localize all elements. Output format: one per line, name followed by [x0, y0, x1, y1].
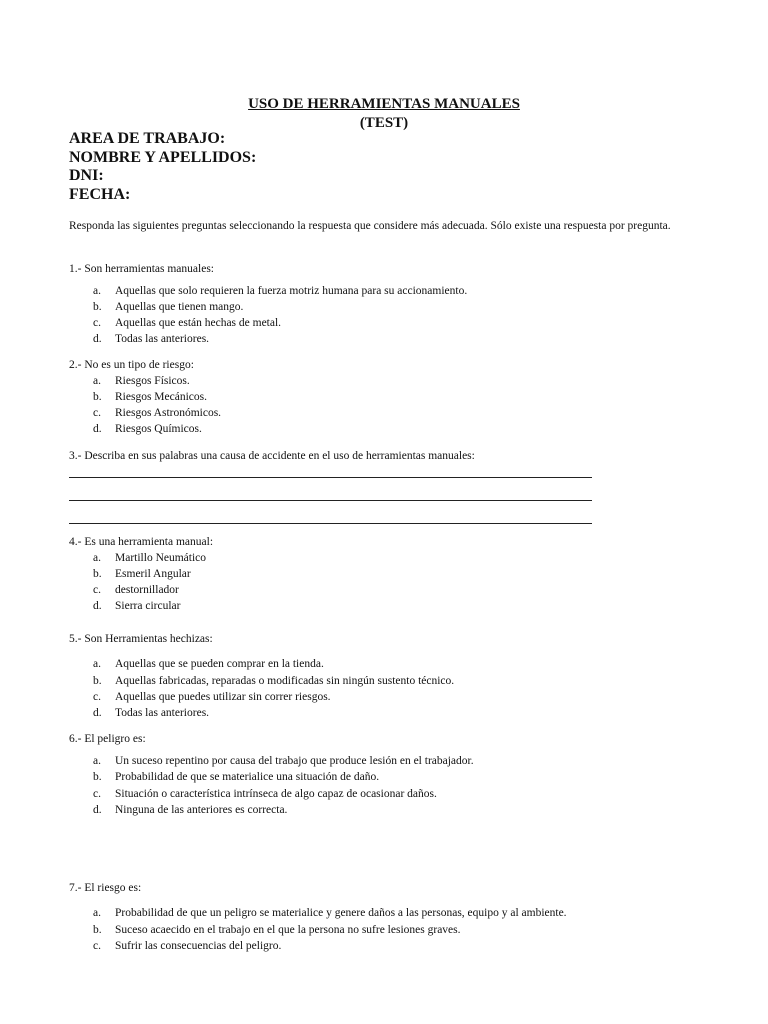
question-5: 5.- Son Herramientas hechizas: [69, 633, 213, 645]
field-fecha: FECHA: [69, 185, 131, 203]
question-4: 4.- Es una herramienta manual: [69, 536, 214, 548]
answer-line [69, 523, 592, 524]
test-page: USO DE HERRAMIENTAS MANUALES (TEST) AREA DE TRABAJO: NOMBRE Y APELLIDOS: DNI: FECHA: Responda las siguientes preguntas seleccionando la respuesta que considere más adecuada. Sólo existe una respuesta por pregunta. 1.- Son herramientas manuales: a. Aquellas que solo requieren la fuerza motriz humana para su accionamiento. b. Aquellas que tienen mango. c. Aquellas que están hechas de metal. d. Todas las anteriores. 2.- No es un tipo de riesgo: a. Riesgos Físicos. b. Riesgos Mecánicos. c. Riesgos Astronómicos. d. Riesgos Químicos. 3.- Describa en sus palabras una causa de accidente en el uso de herramientas manuales: 4.- Es una herramienta manual: a. Martillo Neumático b. Esmeril Angular c. destornillador d. Sierra circular 5.- Son Herramientas hechizas: a. Aquellas que se pueden comprar en la tienda. b. Aquellas fabricadas, reparadas o modificadas sin ningún sustento técnico. c. Aquellas que puedes utilizar sin correr riesgos. d. Todas las anteriores. 6.- El peligro es: a. Un suceso repentino por causa del trabajo que produce lesión en el trabajador. b. Probabilidad de que se materialice una situación de daño. c. Situación o característica intrínseca de algo capaz de ocasionar daños. d. Ninguna de las anteriores es correcta. 7.- El riesgo es: a. Probabilidad de que un peligro se materialice y genere daños a las personas, equipo y al ambiente. b. Suceso acaecido en el trabajo en el que la persona no sufre lesiones graves. c. Sufrir las consecuencias del peligro. [0, 0, 768, 1024]
document-subtitle: (TEST) [359, 115, 409, 131]
field-dni: DNI: [69, 167, 104, 184]
field-area-de-trabajo: AREA DE TRABAJO: [69, 130, 226, 147]
question-3: 3.- Describa en sus palabras una causa de accidente en el uso de herramientas manuales: [69, 450, 475, 462]
answer-line [69, 477, 592, 478]
question-2: 2.- No es un tipo de riesgo: [69, 359, 194, 371]
document-title: USO DE HERRAMIENTAS MANUALES [248, 96, 520, 112]
student-fields [69, 130, 256, 204]
field-nombre-y-apellidos: NOMBRE Y APELLIDOS: [69, 148, 257, 166]
instructions: Responda las siguientes preguntas seleccionando la respuesta que considere más adecuada. Sólo existe una respuesta por pregunta. [69, 220, 671, 232]
question-1: 1.- Son herramientas manuales: [69, 263, 214, 275]
question-6: 6.- El peligro es: [69, 733, 146, 745]
answer-line [69, 500, 592, 501]
question-7: 7.- El riesgo es: [69, 882, 142, 894]
